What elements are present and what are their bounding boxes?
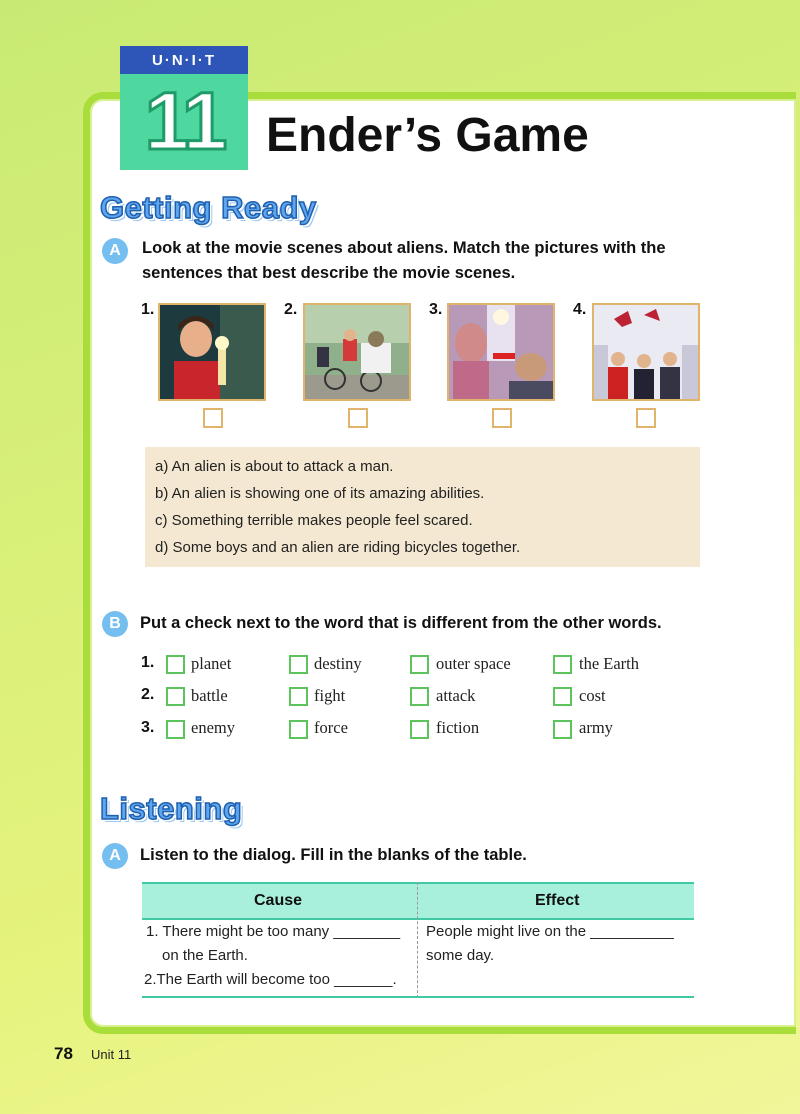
- word-option: force: [314, 718, 348, 737]
- column-divider: [417, 882, 418, 998]
- word-option: outer space: [436, 654, 511, 673]
- cause-line2: on the Earth.: [162, 947, 248, 964]
- word-checkbox[interactable]: [410, 687, 429, 706]
- picture-number: 1.: [141, 301, 155, 318]
- table-bottom-rule: [142, 996, 694, 998]
- word-option: cost: [579, 686, 606, 705]
- picture-number: 3.: [429, 301, 443, 318]
- footer-unit: Unit 11: [91, 1047, 132, 1062]
- answer-box[interactable]: [492, 408, 512, 428]
- sentence-d: d) Some boys and an alien are riding bicycles together.: [155, 539, 521, 556]
- section-a-instruction-line2: sentences that best describe the movie scenes.: [142, 264, 516, 282]
- cause-line3: 2.The Earth will become too _______.: [144, 971, 397, 988]
- section-a-instruction-line1: Look at the movie scenes about aliens. Match the pictures with the: [142, 239, 666, 257]
- word-checkbox[interactable]: [289, 687, 308, 706]
- effect-line1: People might live on the __________: [426, 923, 674, 940]
- word-checkbox[interactable]: [166, 687, 185, 706]
- section-b-badge: B: [102, 611, 128, 637]
- listening-a-badge: A: [102, 843, 128, 869]
- picture-number: 2.: [284, 301, 298, 318]
- word-option: destiny: [314, 654, 362, 673]
- table-header: [142, 882, 694, 920]
- section-b-instruction: Put a check next to the word that is different from the other words.: [140, 614, 662, 632]
- unit-label: U·N·I·T: [120, 46, 248, 74]
- answer-box[interactable]: [636, 408, 656, 428]
- sentence-c: c) Something terrible makes people feel scared.: [155, 512, 473, 529]
- unit-number-box: [120, 74, 248, 170]
- word-checkbox[interactable]: [553, 687, 572, 706]
- word-checkbox[interactable]: [289, 720, 308, 739]
- word-option: the Earth: [579, 654, 640, 673]
- unit-number: 11: [144, 76, 224, 167]
- row-number: 3.: [141, 719, 155, 736]
- cause-line1: 1. There might be too many ________: [146, 923, 401, 940]
- section-a-badge: A: [102, 238, 128, 264]
- word-checkbox[interactable]: [166, 720, 185, 739]
- answer-box[interactable]: [348, 408, 368, 428]
- word-checkbox[interactable]: [289, 655, 308, 674]
- picture-number: 4.: [573, 301, 587, 318]
- answer-box[interactable]: [203, 408, 223, 428]
- sentence-a: a) An alien is about to attack a man.: [155, 458, 394, 475]
- word-option: attack: [436, 686, 476, 705]
- word-option: fight: [314, 686, 346, 705]
- word-checkbox[interactable]: [166, 655, 185, 674]
- cause-effect-table: [142, 882, 694, 998]
- word-checkbox[interactable]: [410, 720, 429, 739]
- word-option: battle: [191, 686, 228, 705]
- header-cause: Cause: [254, 892, 303, 909]
- sentence-list: [145, 447, 700, 567]
- word-checkbox[interactable]: [553, 720, 572, 739]
- page-title: Ender’s Game: [266, 109, 589, 162]
- word-option: army: [579, 718, 613, 737]
- word-option: fiction: [436, 718, 480, 737]
- effect-line2: some day.: [426, 947, 495, 964]
- sentence-b: b) An alien is showing one of its amazing abilities.: [155, 485, 485, 502]
- word-option: planet: [191, 654, 232, 673]
- listening-a-instruction: Listen to the dialog. Fill in the blanks of the table.: [140, 846, 527, 864]
- unit-badge: [120, 46, 248, 170]
- word-checkbox[interactable]: [553, 655, 572, 674]
- movie-scene-boy-with-glow-icon: [158, 303, 266, 401]
- listening-heading: Listening: [100, 791, 243, 826]
- getting-ready-heading: Getting Ready: [100, 190, 317, 225]
- page-number: 78: [54, 1044, 73, 1063]
- movie-scene-bicycle-alien-icon: [303, 303, 411, 401]
- row-number: 2.: [141, 686, 155, 703]
- header-effect: Effect: [535, 892, 580, 909]
- movie-scene-alien-attack-icon: [447, 303, 555, 401]
- word-option: enemy: [191, 718, 235, 737]
- word-checkbox[interactable]: [410, 655, 429, 674]
- row-number: 1.: [141, 654, 155, 671]
- movie-scene-scared-crowd-icon: [592, 303, 700, 401]
